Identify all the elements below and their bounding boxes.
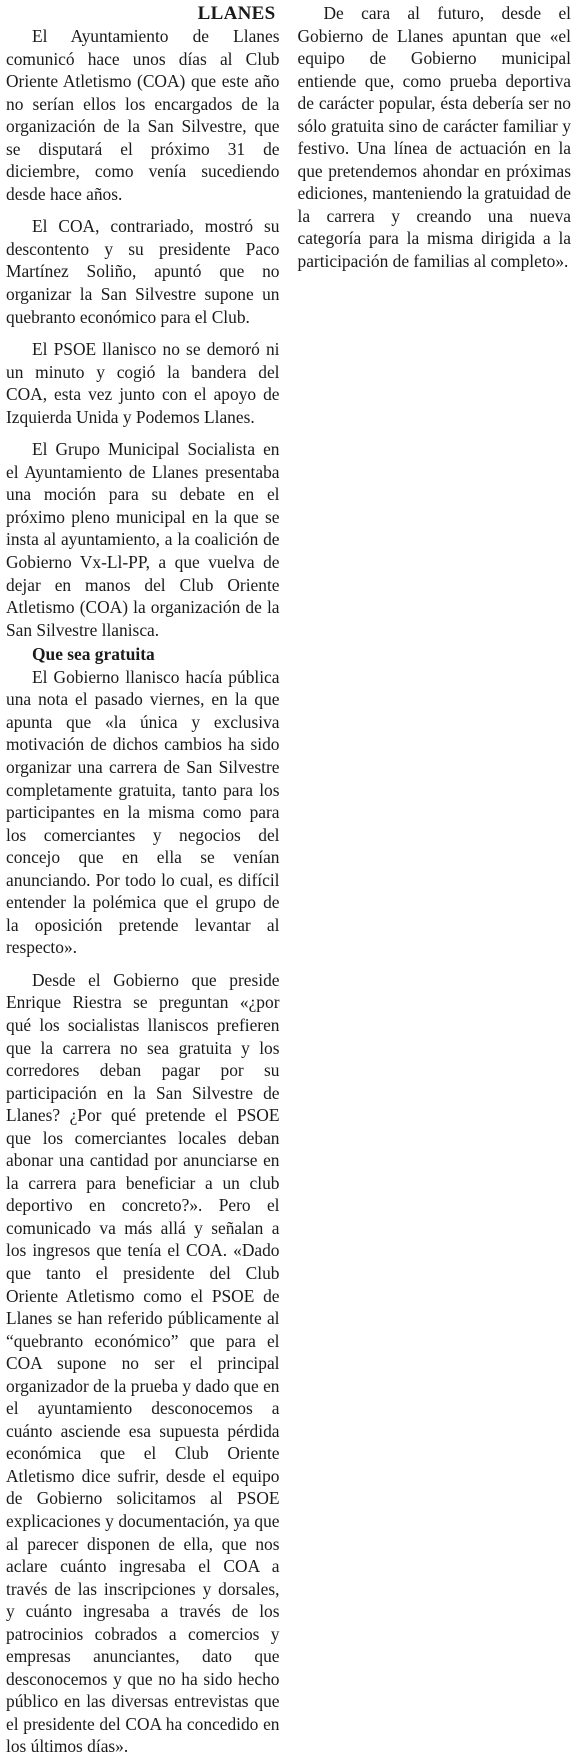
article-paragraph: De cara al futuro, desde el Gobierno de Llanes apuntan que «el equipo de Gobierno municipal entiende que, como prueba deportiva de carácter popular, ésta debería ser no sólo gratuita sino de carácter familiar y festivo. Una línea de actuación en la que pretendemos ahondar en próximas ediciones, manteniendo la gratuidad de la carrera y creando una nueva categoría para la misma dirigida a la participación de familias al completo». bbox=[297, 3, 571, 272]
article-paragraph: El Gobierno llanisco hacía pública una nota el pasado viernes, en la que apunta que «la única y exclusiva motivación de dichos cambios ha sido organizar una carrera de San Silvestre completamente gratuita, tanto para los participantes en la misma como para los comerciantes y negocios del concejo que en ella se venían anunciando. Por todo lo cual, es difícil entender la polémica que el grupo de la oposición pretende levantar al respecto». bbox=[6, 666, 280, 958]
article-paragraph: El Grupo Municipal Socialista en el Ayuntamiento de Llanes presentaba una moción para su debate en el próximo pleno municipal en la que se insta al ayuntamiento, a la coalición de Gobierno Vx-Ll-PP, a que vuelva de dejar en manos del Club Oriente Atletismo (COA) la organización de la San Silvestre llanisca. bbox=[6, 439, 280, 640]
article-subheading: Que sea gratuita bbox=[32, 644, 155, 665]
article-column-right bbox=[298, 2, 572, 1086]
article-paragraph: El COA, contrariado, mostró su descontento y su presidente Paco Martínez Soliño, apuntó que no organizar la San Silvestre supone un quebranto económico para el Club. bbox=[6, 216, 280, 327]
article-paragraph: El PSOE llanisco no se demoró ni un minuto y cogió la bandera del COA, esta vez junto con el apoyo de Izquierda Unida y Podemos Llanes. bbox=[6, 339, 280, 427]
article-column-left bbox=[6, 2, 280, 1757]
article-paragraph: El Ayuntamiento de Llanes comunicó hace unos días al Club Oriente Atletismo (COA) que este año no serían ellos los encargados de la organización de la San Silvestre, que se disputará el próximo 31 de diciembre, como venía sucediendo desde hace años. bbox=[6, 26, 280, 204]
dateline: LLANES bbox=[197, 3, 276, 24]
article-paragraph: Desde el Gobierno que preside Enrique Riestra se preguntan «¿por qué los socialistas llaniscos prefieren que la carrera no sea gratuita y los corredores deban pagar por su participación en la San Silvestre de Llanes? ¿Por qué pretende el PSOE que los comerciantes locales deban abonar una cantidad por anunciarse en la carrera para beneficiar a un club deportivo en concreto?». Pero el comunicado va más allá y señalan a los ingresos que tenía el COA. «Dado que tanto el presidente del Club Oriente Atletismo como el PSOE de Llanes se han referido públicamente al “quebranto económico” que para el COA supone no ser el principal organizador de la prueba y dado que en el ayuntamiento desconocemos a cuánto asciende esa supuesta pérdida económica que el Club Oriente Atletismo dice sufrir, desde el equipo de Gobierno solicitamos al PSOE explicaciones y documentación, ya que al parecer disponen de ella, que nos aclare cuánto ingresaba el COA a través de las inscripciones y dorsales, y cuánto ingresaba a través de los patrocinios cobrados a comercios y empresas anunciantes, dato que desconocemos y que no ha sido hecho público en las diversas entrevistas que el presidente del COA ha concedido en los últimos días». bbox=[6, 969, 280, 1757]
